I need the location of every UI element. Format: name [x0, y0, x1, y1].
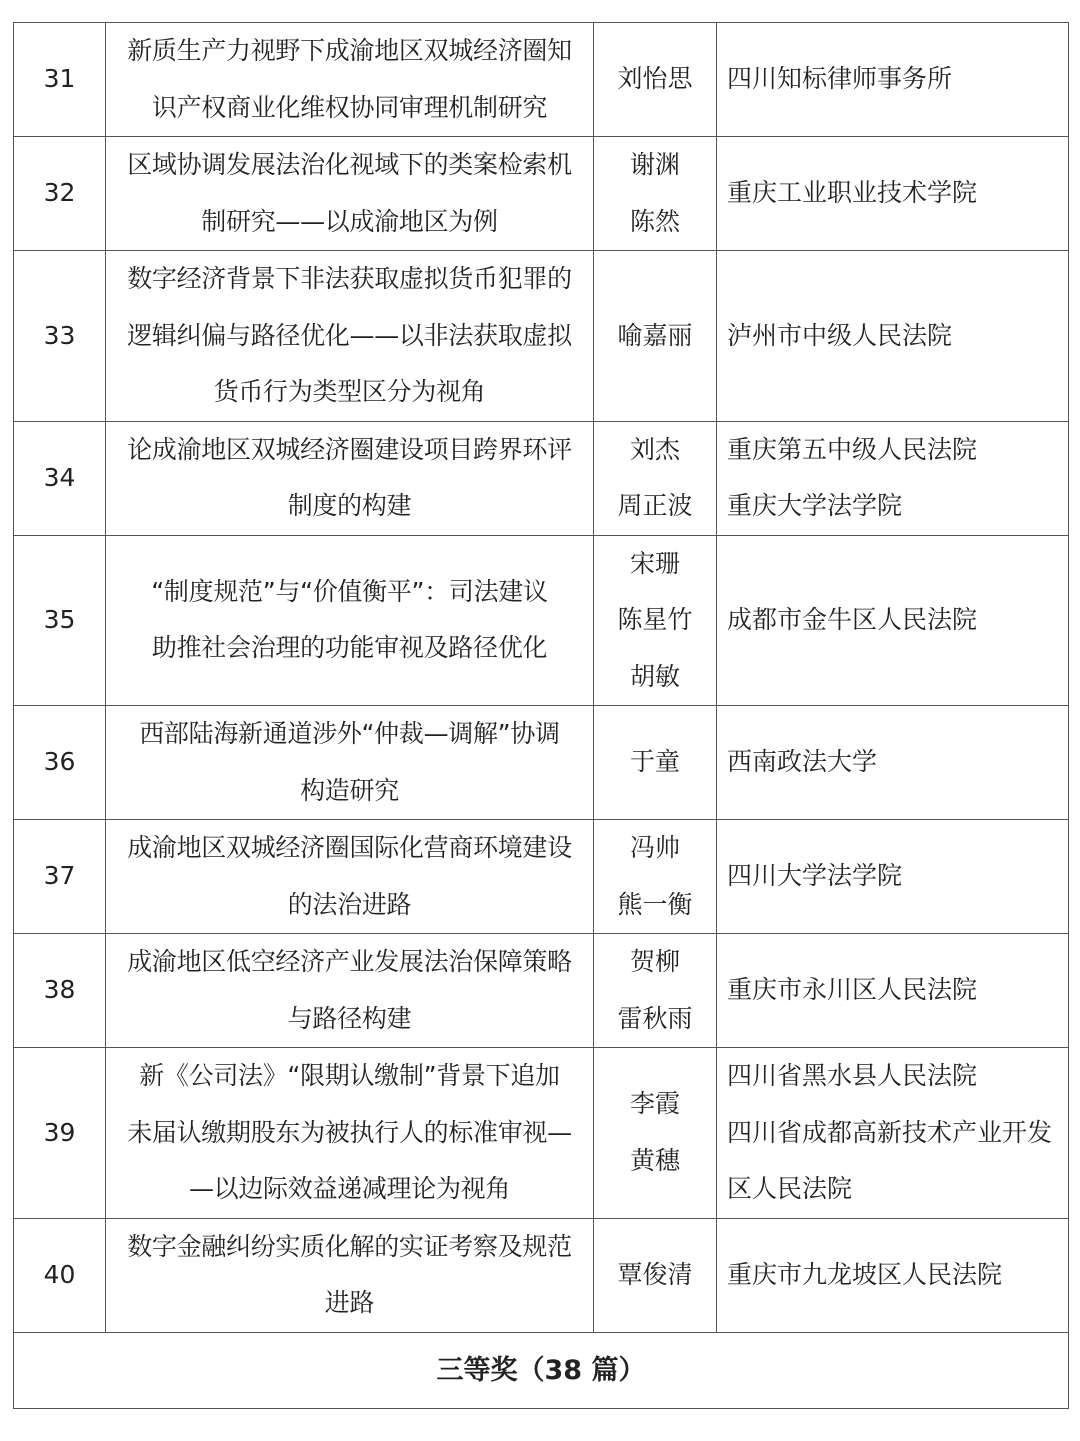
organizations-line: 四川省黑水县人民法院: [727, 1061, 978, 1090]
paper-title: [106, 23, 594, 137]
author-names-line: 于童: [629, 747, 680, 777]
table-row: [14, 137, 1069, 251]
author-names-line: 陈然: [629, 206, 680, 236]
organizations: [717, 251, 1069, 422]
author-names: [594, 1218, 717, 1332]
paper-title-line: —以边际效益递减理论为视角: [188, 1174, 511, 1203]
paper-title-line: 成渝地区低空经济产业发展法治保障策略: [127, 947, 572, 976]
paper-title-line: 新《公司法》“限期认缴制”背景下追加: [139, 1061, 560, 1090]
author-names-line: 宋珊: [629, 548, 680, 578]
organizations: [717, 706, 1069, 820]
author-names-line: 陈星竹: [617, 605, 693, 634]
paper-title-line: 助推社会治理的功能审视及路径优化: [151, 633, 548, 663]
entry-number: 31: [14, 23, 106, 137]
table-row: [14, 1048, 1069, 1219]
paper-title: [106, 820, 594, 934]
table-row: [14, 421, 1069, 535]
paper-title-line: 西部陆海新通道涉外“仲裁—调解”协调: [139, 719, 560, 748]
paper-title: [106, 1048, 594, 1219]
paper-title-line: 制研究——以成渝地区为例: [201, 206, 498, 236]
table-row: [14, 1218, 1069, 1332]
organizations-line: 重庆第五中级人民法院: [727, 434, 978, 464]
paper-title-line: 新质生产力视野下成渝地区双城经济圈知: [127, 36, 572, 65]
paper-title-line: 数字经济背景下非法获取虚拟货币犯罪的: [127, 264, 572, 293]
paper-title: [106, 137, 594, 251]
author-names-line: 谢渊: [629, 150, 680, 179]
author-names-line: 刘杰: [629, 434, 680, 464]
table-row: [14, 23, 1069, 137]
table-row: [14, 535, 1069, 706]
paper-title: [106, 934, 594, 1048]
entry-number: 36: [14, 706, 106, 820]
organizations-line: 四川大学法学院: [727, 861, 903, 891]
paper-title-line: 进路: [324, 1288, 375, 1317]
paper-title-line: 未届认缴期股东为被执行人的标准审视—: [127, 1117, 572, 1147]
entry-number: 34: [14, 421, 106, 535]
table-row: [14, 706, 1069, 820]
section-heading: 三等奖（38 篇）: [14, 1332, 1069, 1408]
author-names-line: 喻嘉丽: [617, 320, 693, 350]
organizations: [717, 820, 1069, 934]
paper-title-line: 构造研究: [300, 775, 399, 805]
organizations: [717, 535, 1069, 706]
organizations: [717, 137, 1069, 251]
author-names: [594, 706, 717, 820]
entry-number: 38: [14, 934, 106, 1048]
paper-title-line: 区域协调发展法治化视域下的类案检索机: [127, 150, 572, 179]
author-names-line: 雷秋雨: [617, 1003, 693, 1033]
entry-number: 33: [14, 251, 106, 422]
organizations-line: 成都市金牛区人民法院: [727, 605, 978, 634]
organizations: [717, 1048, 1069, 1219]
paper-title: [106, 421, 594, 535]
organizations-line: 泸州市中级人民法院: [727, 320, 953, 350]
author-names-line: 黄穗: [629, 1145, 680, 1175]
author-names-line: 刘怡思: [617, 64, 693, 94]
organizations: [717, 23, 1069, 137]
table-row: [14, 934, 1069, 1048]
paper-title-line: “制度规范”与“价值衡平”：司法建议: [151, 576, 548, 606]
author-names-line: 覃俊清: [617, 1259, 693, 1289]
author-names: [594, 820, 717, 934]
author-names: [594, 137, 717, 251]
organizations-line: 重庆工业职业技术学院: [727, 178, 978, 208]
section-heading-row: [14, 1332, 1069, 1408]
entry-number: 39: [14, 1048, 106, 1219]
table-row: [14, 251, 1069, 422]
paper-title-line: 论成渝地区双城经济圈建设项目跨界环评: [127, 434, 572, 464]
paper-title-line: 识产权商业化维权协同审理机制研究: [151, 92, 548, 122]
paper-title-line: 成渝地区双城经济圈国际化营商环境建设: [127, 833, 572, 862]
paper-title-line: 数字金融纠纷实质化解的实证考察及规范: [127, 1231, 572, 1261]
organizations: [717, 1218, 1069, 1332]
author-names-line: 周正波: [617, 491, 693, 520]
awards-body: [14, 23, 1069, 1409]
entry-number: 32: [14, 137, 106, 251]
paper-title-line: 与路径构建: [287, 1003, 412, 1033]
organizations-line: 重庆大学法学院: [727, 491, 903, 520]
entry-number: 37: [14, 820, 106, 934]
author-names: [594, 934, 717, 1048]
organizations: [717, 934, 1069, 1048]
paper-title: [106, 535, 594, 706]
organizations-line: 区人民法院: [727, 1174, 853, 1203]
entry-number: 40: [14, 1218, 106, 1332]
paper-title: [106, 706, 594, 820]
author-names: [594, 251, 717, 422]
organizations-line: 重庆市九龙坡区人民法院: [727, 1259, 1003, 1289]
paper-title: [106, 251, 594, 422]
author-names: [594, 23, 717, 137]
table-row: [14, 820, 1069, 934]
awards-table: [13, 22, 1069, 1409]
author-names-line: 李霞: [629, 1089, 680, 1119]
author-names: [594, 1048, 717, 1219]
organizations-line: 重庆市永川区人民法院: [727, 975, 978, 1005]
author-names: [594, 421, 717, 535]
organizations-line: 四川省成都高新技术产业开发: [727, 1117, 1053, 1147]
author-names-line: 贺柳: [629, 947, 680, 976]
organizations: [717, 421, 1069, 535]
author-names-line: 冯帅: [629, 833, 680, 862]
author-names-line: 熊一衡: [617, 889, 693, 919]
author-names-line: 胡敏: [629, 661, 680, 691]
paper-title-line: 制度的构建: [287, 491, 412, 520]
organizations-line: 西南政法大学: [727, 747, 878, 777]
paper-title-line: 的法治进路: [287, 889, 412, 919]
author-names: [594, 535, 717, 706]
paper-title: [106, 1218, 594, 1332]
entry-number: 35: [14, 535, 106, 706]
organizations-line: 四川知标律师事务所: [727, 64, 953, 94]
paper-title-line: 货币行为类型区分为视角: [213, 377, 486, 406]
paper-title-line: 逻辑纠偏与路径优化——以非法获取虚拟: [127, 320, 572, 350]
